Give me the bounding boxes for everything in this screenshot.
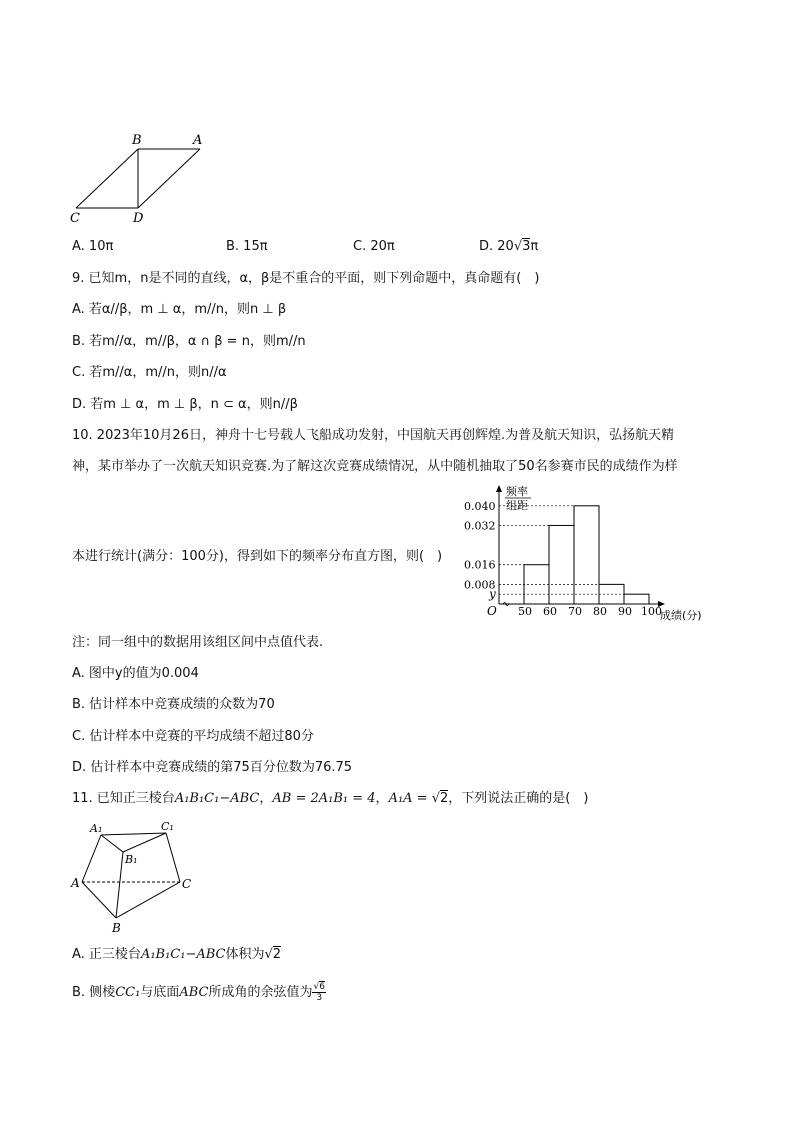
histogram-y-tick-label: 0.016 xyxy=(464,558,496,572)
frustum-label-a1: A₁ xyxy=(90,822,103,835)
frustum-label-a: A xyxy=(71,876,80,890)
q11-stem-sep2: ， xyxy=(375,791,389,806)
q11-option-b[interactable] xyxy=(72,982,326,1003)
frequency-histogram xyxy=(455,482,715,628)
q11-equation-1: AB = 2A₁B₁ = 4 xyxy=(272,791,376,806)
q11-stem-suffix: ，下列说法正确的是( ) xyxy=(448,791,589,806)
frustum-label-b: B xyxy=(112,921,121,935)
histogram-x-tick-label: 50 xyxy=(518,605,532,618)
sqrt-sign: √ xyxy=(513,239,523,254)
sqrt-sign: √ xyxy=(264,947,273,962)
q11-option-b-denominator: 3 xyxy=(316,993,323,1003)
q9-stem: 9. 已知m，n是不同的直线，α，β是不重合的平面，则下列命题中，真命题有( ) xyxy=(72,271,540,286)
q11-equation-2: A₁A = xyxy=(388,791,432,806)
histogram-x-tick-label: 100 xyxy=(641,605,662,618)
histogram-x-tick-label: 90 xyxy=(618,605,632,618)
parallelogram-figure xyxy=(66,128,216,228)
q8-option-d-radicand: 3 xyxy=(522,239,531,254)
vertex-label-b: B xyxy=(132,133,142,148)
q11-option-a-radicand: 2 xyxy=(272,947,282,962)
q11-frustum-name: A₁B₁C₁−ABC xyxy=(174,791,260,806)
q8-option-d-suffix: π xyxy=(530,239,539,254)
frustum-label-c: C xyxy=(182,877,192,891)
sqrt-sign: √ xyxy=(431,791,441,806)
histogram-y-tick-label: 0.032 xyxy=(464,519,496,533)
frustum-label-b1: B₁ xyxy=(125,853,138,866)
histogram-x-axis-label: 成绩(分) xyxy=(660,609,702,622)
q9-option-b[interactable]: B. 若m//α，m//β，α ∩ β = n，则m//n xyxy=(72,334,306,349)
q10-stem-line3: 本进行统计(满分：100分)，得到如下的频率分布直方图，则( ) xyxy=(72,549,443,564)
vertex-label-d: D xyxy=(133,211,144,226)
q8-option-b[interactable]: B. 15π xyxy=(226,239,268,254)
q11-option-a-frustum: A₁B₁C₁−ABC xyxy=(140,947,226,962)
vertex-label-a: A xyxy=(193,133,203,148)
histogram-bar xyxy=(549,525,574,604)
q11-option-a-mid: 体积为 xyxy=(225,947,265,962)
q10-stem-line2: 神，某市举办了一次航天知识竞赛.为了解这次竞赛成绩情况，从中随机抽取了50名参赛市民的成绩作为样 xyxy=(72,459,678,474)
histogram-y-tick-label: y xyxy=(489,587,496,602)
histogram-ylabel-bottom: 组距 xyxy=(506,499,528,512)
q11-option-a[interactable] xyxy=(72,946,281,964)
histogram-y-tick-label: 0.040 xyxy=(464,499,496,513)
q8-option-d[interactable] xyxy=(479,238,538,256)
q10-option-c[interactable]: C. 估计样本中竞赛的平均成绩不超过80分 xyxy=(72,729,314,744)
q11-option-b-num-radicand: 6 xyxy=(319,982,325,992)
histogram-y-axis-arrow xyxy=(496,485,502,492)
q9-option-d[interactable]: D. 若m ⊥ α，m ⊥ β，n ⊂ α，则n//β xyxy=(72,397,298,412)
q11-stem-prefix: 11. 已知正三棱台 xyxy=(72,791,175,806)
q11-option-b-edge: CC₁ xyxy=(115,985,141,1000)
q10-option-b[interactable]: B. 估计样本中竞赛成绩的众数为70 xyxy=(72,697,275,712)
q11-stem-sep1: ， xyxy=(259,791,273,806)
q11-option-b-prefix: B. 侧棱 xyxy=(72,985,116,1000)
q11-option-b-mid2: 所成角的余弦值为 xyxy=(208,985,313,1000)
q9-option-c[interactable]: C. 若m//α，m//n，则n//α xyxy=(72,365,227,380)
frustum-figure xyxy=(66,812,206,936)
histogram-ylabel-top: 频率 xyxy=(506,485,528,498)
histogram-bar xyxy=(574,506,599,604)
q8-option-c[interactable]: C. 20π xyxy=(353,239,395,254)
histogram-origin-label: O xyxy=(487,604,497,618)
q11-option-b-fraction xyxy=(312,982,325,1003)
histogram-bar xyxy=(624,594,649,604)
histogram-y-tick-label: 0.008 xyxy=(464,578,496,592)
vertex-label-c: C xyxy=(70,211,80,226)
histogram-x-tick-label: 80 xyxy=(593,605,607,618)
q8-option-a[interactable]: A. 10π xyxy=(72,239,114,254)
q11-option-b-numerator: √6 xyxy=(313,982,325,992)
q11-option-a-prefix: A. 正三棱台 xyxy=(72,947,141,962)
q9-option-a[interactable]: A. 若α//β，m ⊥ α，m//n，则n ⊥ β xyxy=(72,302,287,317)
q11-option-b-mid1: 与底面 xyxy=(140,985,180,1000)
q11-equation-2-radicand: 2 xyxy=(440,791,449,806)
q11-option-b-base: ABC xyxy=(179,985,209,1000)
histogram-x-tick-label: 60 xyxy=(543,605,557,618)
q11-stem xyxy=(72,790,588,808)
histogram-x-tick-label: 70 xyxy=(568,605,582,618)
q10-option-d[interactable]: D. 估计样本中竞赛成绩的第75百分位数为76.75 xyxy=(72,760,353,775)
q8-option-d-prefix: D. 20 xyxy=(479,239,514,254)
q10-stem-line1: 10. 2023年10月26日，神舟十七号载人飞船成功发射，中国航天再创辉煌.为普及航天知识，弘扬航天精 xyxy=(72,428,675,443)
frustum-label-c1: C₁ xyxy=(161,820,174,833)
q10-option-a[interactable]: A. 图中y的值为0.004 xyxy=(72,666,199,681)
q10-note: 注：同一组中的数据用该组区间中点值代表. xyxy=(72,635,324,650)
